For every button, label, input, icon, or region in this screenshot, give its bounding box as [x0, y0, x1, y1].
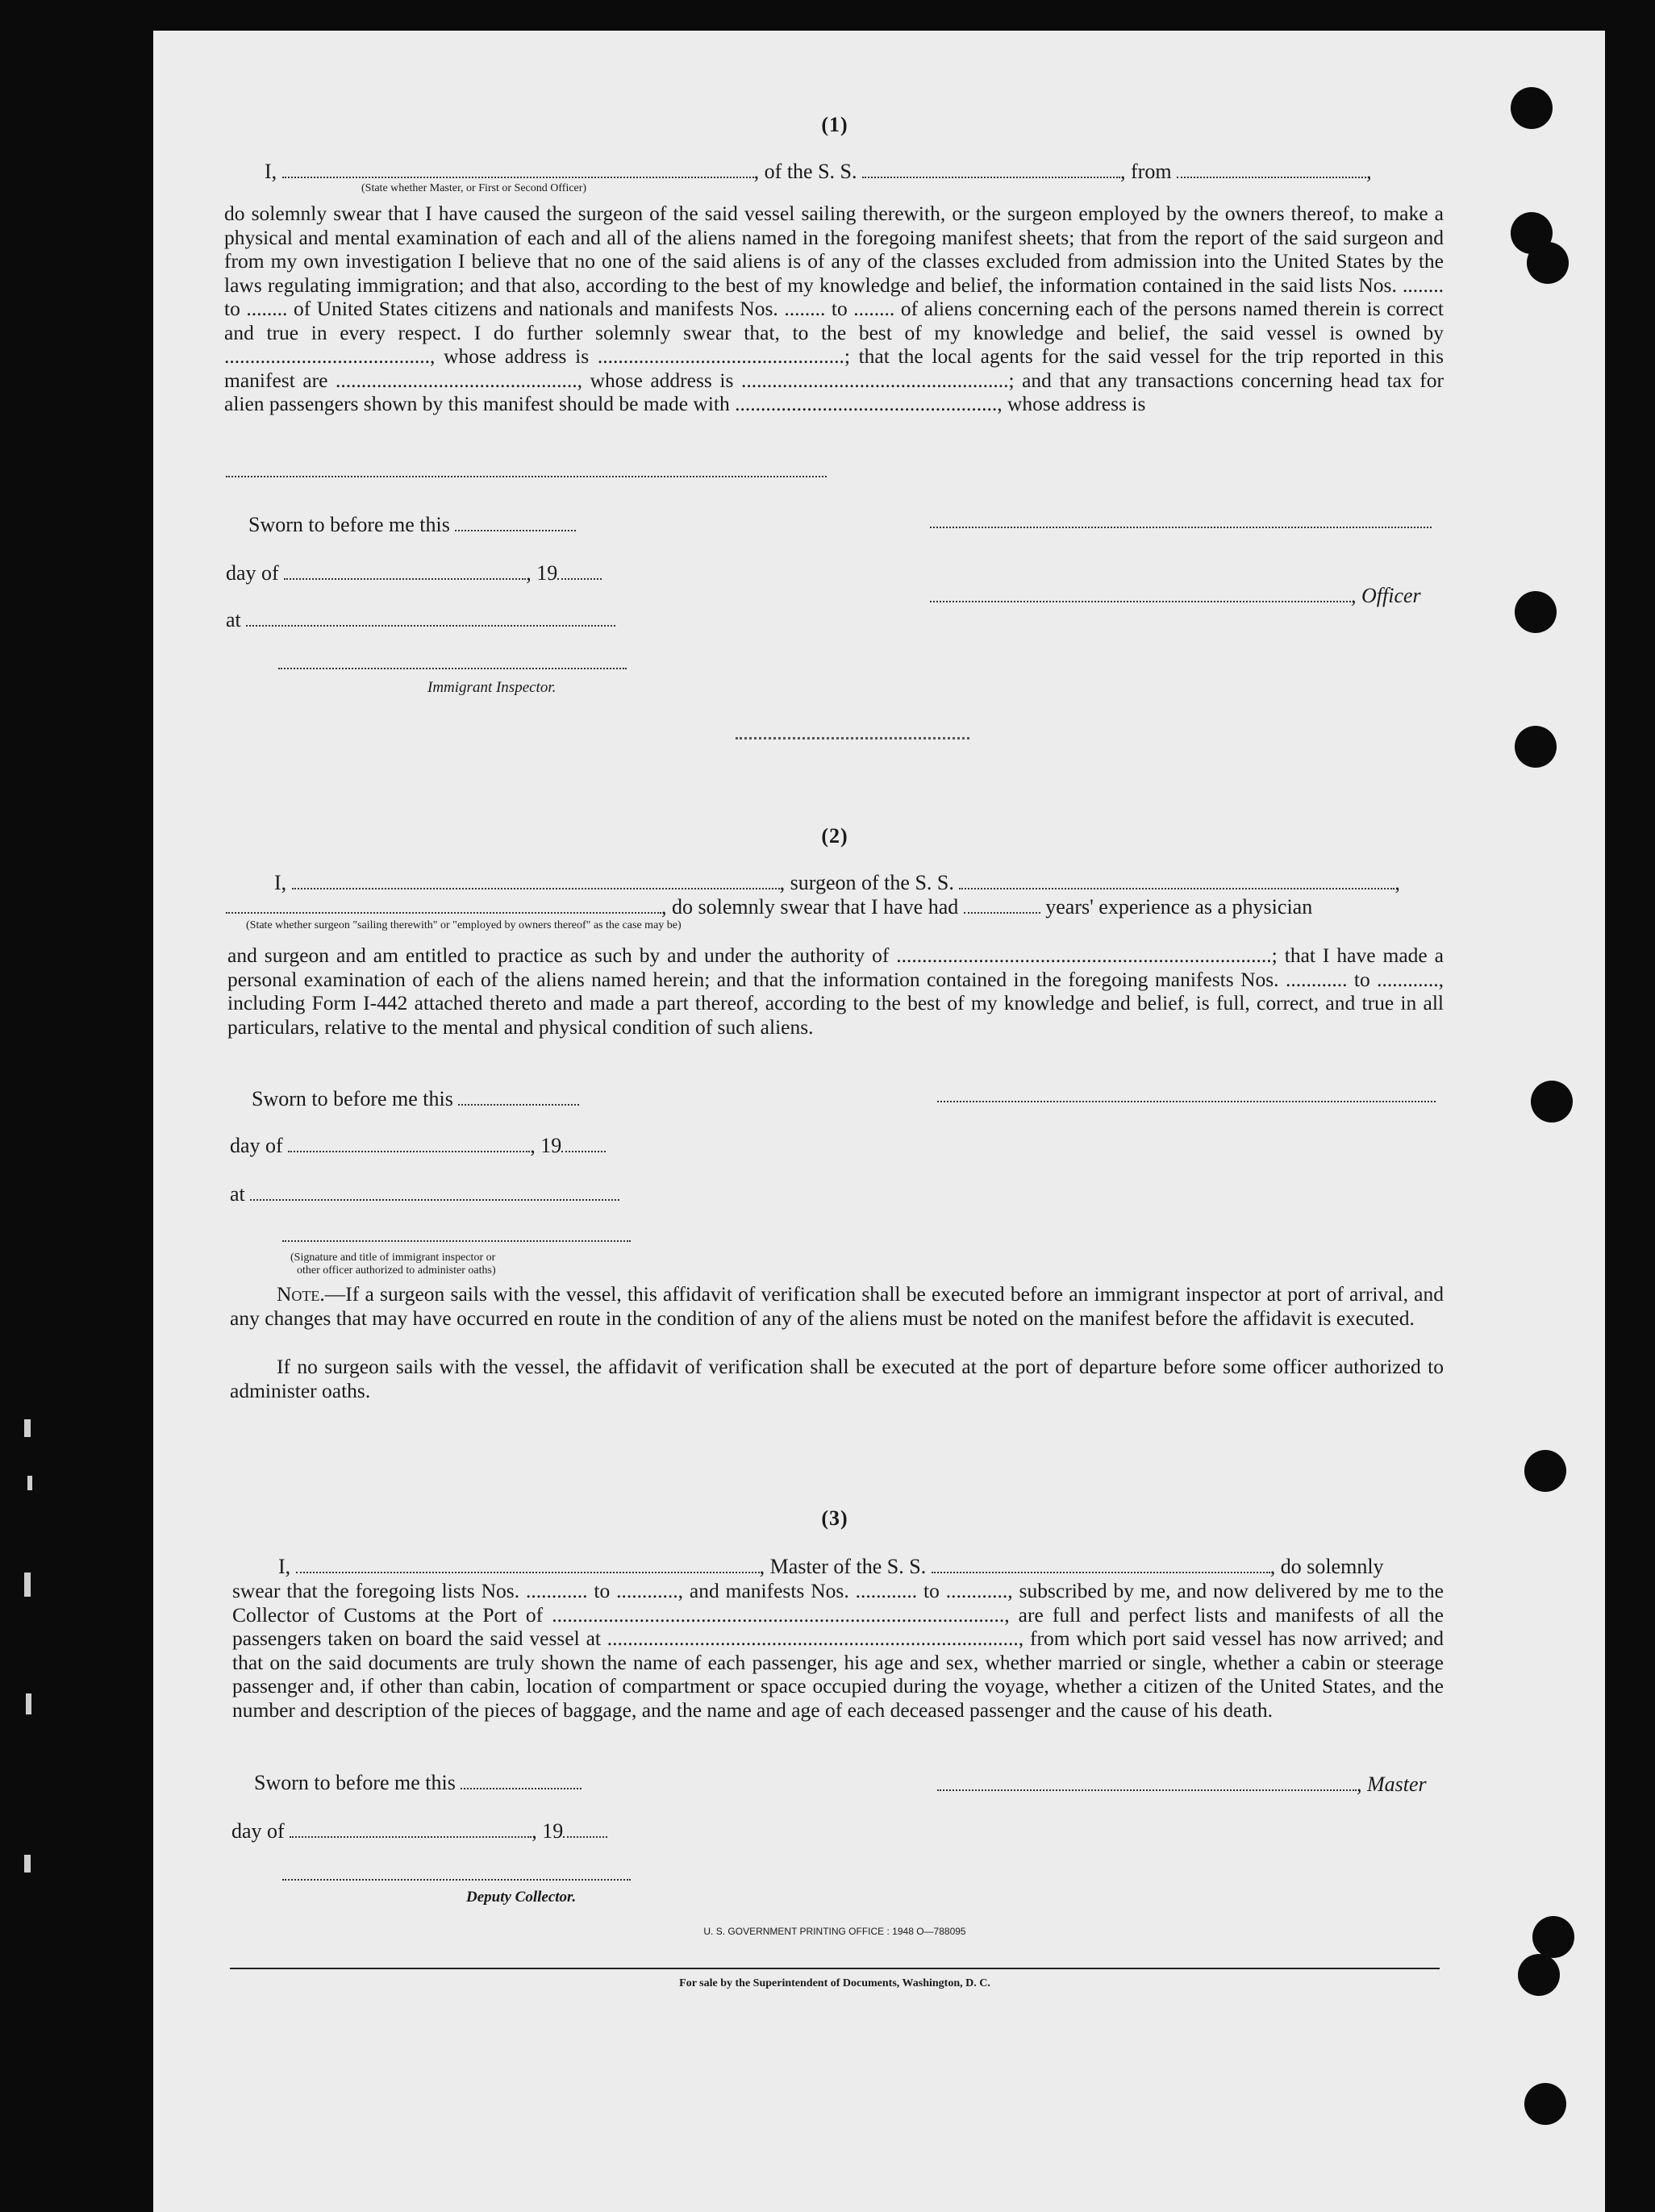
section-1-header-line: I, , of the S. S. , from , — [265, 160, 1372, 183]
section-1-body: do solemnly swear that I have caused the surgeon of the said vessel sailing therewith, or the surgeon employed by the owners thereof, to make a physical and mental examination of each and all of the aliens named in the foregoing manifest sheets; that from the report of the said surgeon and from my own investigation I believe that no one of the said aliens is of any of the classes excluded from admission into the United States by the laws regulating immigration; and that also, according to the best of my knowledge and belief, the information contained in the said lists Nos. ........ to ........ of United States citizens and nationals and manifests Nos. ........ to ........ of aliens concerning each of the persons named therein is correct and true in every respect. I do further solemnly swear that, to the best of my knowledge and belief, the said vessel is owned by ........................................, whose address is ................................................; that the local agents for the said vessel for the trip reported in this manifest are ..............................................., whose address is ....................................................; and that any transactions concerning head tax for alien passengers shown by this manifest should be made with ..................................................., whose address is — [224, 202, 1444, 415]
s2-vessel-name-field[interactable] — [959, 873, 1394, 889]
departure-port-field[interactable] — [1177, 162, 1366, 178]
s3-month-field[interactable] — [290, 1822, 532, 1838]
s1-officer-line — [930, 584, 1421, 608]
s1-at-line — [226, 608, 615, 632]
s1-month-field[interactable] — [284, 564, 526, 580]
scan-mark — [27, 1476, 32, 1490]
binder-hole — [1515, 726, 1557, 768]
s3-sworn-line — [254, 1771, 582, 1795]
label-officer: , Officer — [1351, 584, 1421, 607]
section-2-years-line — [226, 895, 1312, 919]
label-master-of: , Master of the S. S. — [759, 1555, 927, 1578]
s3-sworn-date-field[interactable] — [461, 1773, 582, 1789]
scan-mark — [24, 1855, 31, 1872]
s1-officer-name-field[interactable] — [930, 586, 1351, 602]
surgeon-note: (State whether surgeon "sailing therewith" or "employed by owners thereof" as the case may be) — [246, 919, 682, 931]
s1-sworn-date-field[interactable] — [455, 515, 576, 531]
sale-notice: For sale by the Superintendent of Documents, Washington, D. C. — [679, 1977, 990, 1989]
note-paragraph — [230, 1282, 1444, 1330]
s1-day-line — [226, 561, 602, 585]
label-year: , 19 — [530, 1134, 562, 1157]
s2-day-line — [230, 1134, 606, 1158]
label-sworn: Sworn to before me this — [248, 513, 450, 536]
note-paragraph-2: If no surgeon sails with the vessel, the affidavit of verification shall be executed at the port of departure before some officer authorized to administer oaths. — [230, 1355, 1444, 1402]
s2-month-field[interactable] — [288, 1136, 530, 1152]
scan-mark — [24, 1573, 31, 1597]
label-year: , 19 — [526, 561, 558, 585]
label-surgeon-of: , surgeon of the S. S. — [779, 871, 954, 894]
sig-note-1: (Signature and title of immigrant inspector or — [290, 1252, 496, 1264]
label-i: I, — [265, 160, 277, 183]
vessel-name-field[interactable] — [862, 162, 1120, 178]
section-3-number: (3) — [821, 1506, 848, 1530]
s2-sworn-line — [252, 1087, 579, 1111]
s1-sworn-line — [248, 513, 576, 537]
s3-collector-signature-field[interactable] — [282, 1879, 631, 1881]
label-sworn: Sworn to before me this — [254, 1771, 456, 1794]
officer-note: (State whether Master, or First or Second Officer) — [361, 182, 587, 194]
label-solemnly: , do solemnly — [1269, 1555, 1384, 1578]
label-master: , Master — [1357, 1773, 1427, 1796]
s3-master-line — [937, 1773, 1427, 1797]
label-at: at — [230, 1182, 245, 1206]
binder-hole — [1518, 1954, 1560, 1996]
label-of-ss: , of the S. S. — [753, 160, 857, 183]
collector-label: Deputy Collector. — [466, 1889, 577, 1906]
officer-name-field[interactable] — [282, 162, 754, 178]
label-i: I, — [278, 1555, 291, 1578]
section-2-body: and surgeon and am entitled to practice as such by and under the authority of .........................................................................; that I have made a personal examination of each of the aliens named herein; and that the information contained in the foregoing manifests Nos. ............ to ............, including Form I-442 attached thereto and made a part thereof, according to the best of my knowledge and belief, is full, correct, and true in all particulars, relative to the mental and physical condition of such aliens. — [227, 944, 1444, 1039]
s1-place-field[interactable] — [246, 610, 615, 627]
section-2-header-line: I, , surgeon of the S. S. , — [274, 871, 1400, 894]
label-i: I, — [274, 871, 287, 894]
note-label: Note. — [277, 1282, 325, 1306]
binder-hole — [1524, 2083, 1566, 2125]
s2-place-field[interactable] — [250, 1185, 619, 1201]
binder-hole — [1527, 242, 1569, 284]
binder-hole — [1531, 1081, 1573, 1123]
sig-note-2: other officer authorized to administer oaths) — [297, 1264, 496, 1277]
binder-hole — [1524, 1450, 1566, 1492]
label-years: years' experience as a physician — [1045, 895, 1313, 919]
label-at: at — [226, 608, 241, 631]
section-2-number: (2) — [821, 824, 848, 848]
s2-sworn-date-field[interactable] — [458, 1089, 579, 1106]
s3-vessel-name-field[interactable] — [932, 1557, 1270, 1573]
footer-rule — [230, 1968, 1440, 1969]
s3-year-field[interactable] — [563, 1822, 607, 1838]
s2-inspector-signature-field[interactable] — [282, 1240, 631, 1242]
surgeon-name-field[interactable] — [292, 873, 780, 889]
label-from: , from — [1120, 160, 1172, 183]
surgeon-status-field[interactable] — [226, 898, 661, 914]
s2-year-field[interactable] — [561, 1136, 606, 1152]
label-swear: , do solemnly swear that I have had — [661, 895, 959, 919]
s3-master-signature-field[interactable] — [937, 1775, 1357, 1791]
section-3-body: swear that the foregoing lists Nos. ............ to ............, and manifests Nos. ............ to ............, subscribed by me, and now delivered by me to the Collector of Customs at the Port of ........................................................................................, are full and perfect lists and manifests of all the passengers taken on board the said vessel at ................................................................................, from which port said vessel has now arrived; and that on the said documents are truly shown the name of each passenger, his age and sex, whether married or single, whether a cabin or steerage passenger and, if other than cabin, location of compartment or space occupied during the voyage, whether a citizen of the United States, and the number and description of the pieces of baggage, and the name and age of each deceased passenger and the cause of his death. — [232, 1579, 1444, 1722]
label-year: , 19 — [532, 1819, 564, 1843]
address-continuation-field[interactable] — [226, 476, 827, 477]
scan-mark — [26, 1693, 31, 1714]
form-page — [153, 31, 1605, 2212]
section-3-header-line — [278, 1555, 1384, 1579]
s2-surgeon-signature-field[interactable] — [937, 1101, 1436, 1102]
master-name-field[interactable] — [296, 1557, 760, 1573]
s1-year-field[interactable] — [557, 564, 602, 580]
printing-office-line: U. S. GOVERNMENT PRINTING OFFICE : 1948 O—788095 — [703, 1926, 966, 1937]
s1-inspector-signature-field[interactable] — [278, 668, 627, 669]
scan-mark — [24, 1419, 31, 1437]
label-day-of: day of — [231, 1819, 285, 1843]
s3-day-line — [231, 1819, 607, 1843]
label-sworn: Sworn to before me this — [252, 1087, 453, 1110]
note-body: —If a surgeon sails with the vessel, this affidavit of verification shall be executed before an immigrant inspector at port of arrival, and any changes that may have occurred en route in the condition of any of the aliens must be noted on the manifest before the affidavit is executed. — [230, 1282, 1444, 1330]
s1-inspector-label: Immigrant Inspector. — [427, 679, 557, 696]
s1-officer-signature-field[interactable] — [930, 527, 1432, 528]
section-1-number: (1) — [821, 113, 848, 136]
binder-hole — [1532, 1916, 1574, 1958]
label-day-of: day of — [230, 1134, 283, 1157]
binder-hole — [1511, 87, 1553, 129]
binder-hole — [1515, 591, 1557, 633]
s2-at-line — [230, 1182, 619, 1206]
label-day-of: day of — [226, 561, 279, 585]
years-experience-field[interactable] — [964, 898, 1040, 914]
section-divider — [736, 737, 969, 739]
